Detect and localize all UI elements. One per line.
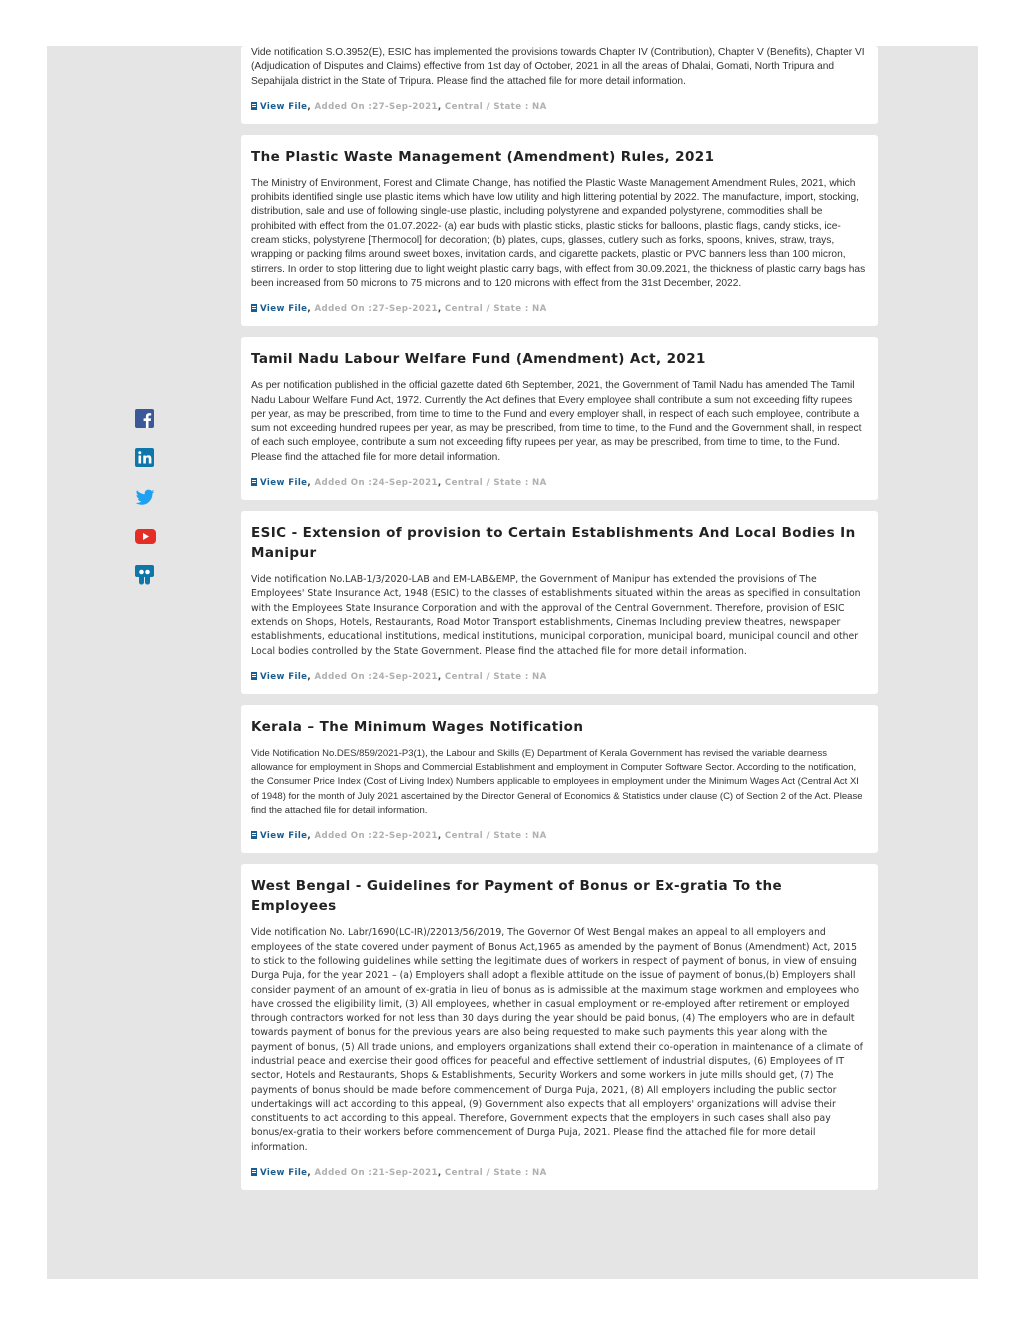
news-title[interactable]: The Plastic Waste Management (Amendment) Rules, 2021 — [251, 148, 715, 165]
pdf-icon — [251, 304, 257, 312]
news-title[interactable]: Kerala – The Minimum Wages Notification — [251, 718, 584, 735]
pdf-icon — [251, 831, 257, 839]
scope: Central / State : NA — [444, 304, 547, 315]
added-on: Added On :24-Sep-2021 — [314, 478, 438, 489]
view-file-link[interactable]: View File — [251, 1168, 307, 1178]
news-meta: View File, Added On :24-Sep-2021, Central / State : NA — [251, 476, 868, 490]
pdf-icon — [251, 672, 257, 680]
twitter-icon[interactable] — [134, 486, 156, 508]
added-on: Added On :22-Sep-2021 — [314, 831, 438, 842]
news-meta: View File, Added On :21-Sep-2021, Central / State : NA — [251, 1166, 868, 1180]
news-meta: View File, Added On :27-Sep-2021, Central / State : NA — [251, 100, 868, 114]
news-meta: View File, Added On :22-Sep-2021, Central / State : NA — [251, 829, 868, 843]
view-file-link[interactable]: View File — [251, 304, 307, 314]
news-meta: View File, Added On :24-Sep-2021, Central / State : NA — [251, 670, 868, 684]
news-card — [241, 337, 878, 500]
news-card — [241, 705, 878, 853]
scope: Central / State : NA — [444, 831, 547, 842]
pdf-icon — [251, 1168, 257, 1176]
added-on: Added On :21-Sep-2021 — [314, 1168, 438, 1179]
news-title[interactable]: ESIC - Extension of provision to Certain Establishments And Local Bodies In Manipur — [251, 525, 856, 562]
news-title[interactable]: West Bengal - Guidelines for Payment of Bonus or Ex-gratia To the Employees — [251, 878, 783, 915]
linkedin-icon[interactable] — [134, 447, 156, 469]
view-file-link[interactable]: View File — [251, 478, 307, 488]
pdf-icon — [251, 102, 257, 110]
news-body: Vide notification S.O.3952(E), ESIC has implemented the provisions towards Chapter IV (Contribution), Chapter V (Benefits), Chapter VI (Adjudication of Disputes and Claims) effective from 1st day of October, 2021 in all the areas of Dhalai, Gomati, North Tripura and Sepahijala district in the State of Tripura. Please find the attached file for more detail information. — [251, 47, 865, 87]
view-file-link[interactable]: View File — [251, 831, 307, 841]
news-feed — [241, 46, 878, 1201]
added-on: Added On :24-Sep-2021 — [314, 671, 438, 682]
pdf-icon — [251, 478, 257, 486]
news-card — [241, 135, 878, 326]
news-body: Vide Notification No.DES/859/2021-P3(1), the Labour and Skills (E) Department of Kerala Government has revised the variable dearness allowance for employment in Shops and Commercial Establishment and employment in Computer Software Sector. According to the notification, the Consumer Price Index (Cost of Living Index) Numbers applicable to employees in employment under the Minimum Wages Act (Central Act XI of 1948) for the month of July 2021 ascertained by the Director General of Economics & Statistics under clause (C) of Section 2 of the Act. Please find the attached file for detail information. — [251, 747, 863, 817]
scope: Central / State : NA — [444, 1168, 547, 1179]
view-file-link[interactable]: View File — [251, 672, 307, 682]
added-on: Added On :27-Sep-2021 — [314, 101, 438, 112]
news-card — [241, 46, 878, 124]
view-file-link[interactable]: View File — [251, 102, 307, 112]
news-body: Vide notification No. Labr/1690(LC-IR)/22013/56/2019, The Governor Of West Bengal makes an appeal to all employers and employees of the state covered under payment of Bonus Act,1965 as amended by the payment of Bonus (Amendment) Act, 2015 to stick to the following guidelines while setting the legitimate dues of workers in respect of payment of bonus, in view of ensuing Durga Puja, for the year 2021 – (a) Employers shall adopt a flexible attitude on the issue of payment of bonus,(b) Employers shall consider payment of an amount of ex-gratia in lieu of bonus as is admissible at the maximum stage workmen and employees who have crossed the eligibility limit, (3) All employees, whether in casual employment or re-employed after retirement or employed through contractors worked for not less than 30 days during the year should be paid bonus, (4) The employers who are in default towards payment of bonus for the previous years are also being requested to make such payments this year along with the payment of bonus, (5) All trade unions, and employers organizations shall extend their co-operation in maintenance of a climate of industrial peace and exercise their good offices for peaceful and effective settlement of industrial disputes, (6) Employees of IT sector, Hotels and Restaurants, Shops & Establishments, Security Workers and some workers in jute mills should get, (7) The payments of bonus should be made before commencement of Durga Puja, 2021, (8) All employers including the public sector undertakings will act according to this appeal, (9) Government also expects that all employers' organizations will advise their constituents to act according to this appeal. Therefore, Government expects that the employers in such cases shall also pay bonus/ex-gratia to their workers before commencement of Durga Puja, 2021. Please find the attached file for more detail information. — [251, 927, 863, 1153]
news-card — [241, 864, 878, 1190]
youtube-icon[interactable] — [134, 525, 156, 547]
news-body: Vide notification No.LAB-1/3/2020-LAB and EM-LAB&EMP, the Government of Manipur has extended the provisions of The Employees' State Insurance Act, 1948 (ESIC) to the classes of establishments situated within the areas as specified in consultation with the Employees State Insurance Corporation and with the approval of the Central Government. Therefore, provision of ESIC extends on Shops, Hotels, Restaurants, Road Motor Transport establishments, Cinemas Including preview theatres, newspaper establishments, educational institutions, medical institutions, municipal corporation, municipal board, municipal council and other Local bodies controlled by the State Government. Please find the attached file for more detail information. — [251, 574, 861, 657]
scope: Central / State : NA — [444, 671, 547, 682]
news-title[interactable]: Tamil Nadu Labour Welfare Fund (Amendment) Act, 2021 — [251, 351, 706, 368]
scope: Central / State : NA — [444, 101, 547, 112]
facebook-icon[interactable] — [134, 408, 156, 430]
news-card — [241, 511, 878, 694]
page-frame — [47, 46, 978, 1279]
scope: Central / State : NA — [444, 478, 547, 489]
news-meta: View File, Added On :27-Sep-2021, Central / State : NA — [251, 302, 868, 316]
news-body: The Ministry of Environment, Forest and Climate Change, has notified the Plastic Waste Management Amendment Rules, 2021, which prohibits identified single use plastic items which have low utility and high littering potential by 2022. The manufacture, import, stocking, distribution, sale and use of following single-use plastic, including polystyrene and expanded polystyrene, commodities shall be prohibited with effect from the 01.07.2022- (a) ear buds with plastic sticks, plastic sticks for balloons, plastic flags, candy sticks, ice-cream sticks, polystyrene [Thermocol] for decoration; (b) plates, cups, glasses, cutlery such as forks, spoons, knives, straw, trays, wrapping or packing films around sweet boxes, invitation cards, and cigarette packets, plastic or PVC banners less than 100 micron, stirrers. In order to stop littering due to light weight plastic carry bags, with effect from 30.09.2021, the thickness of plastic carry bags has been increased from 50 microns to 75 microns and to 120 microns with effect from the 31st December, 2022. — [251, 177, 866, 289]
added-on: Added On :27-Sep-2021 — [314, 304, 438, 315]
news-body: As per notification published in the official gazette dated 6th September, 2021, the Government of Tamil Nadu has amended The Tamil Nadu Labour Welfare Fund Act, 1972. Currently the Act defines that Every employee shall contribute a sum not exceeding fifty rupees per year, as may be prescribed, from time to time to the Fund and every employer shall, in respect of each such employee, contribute a sum not exceeding hundred rupees per year, as may be prescribed, from time to time, to the Fund and the Government shall, in respect of each such employee, contribute a sum not exceeding fifty rupees per year, as may be prescribed, from time to time, to the Fund. Please find the attached file for more detail information. — [251, 380, 862, 463]
social-bar — [134, 408, 158, 603]
slideshare-icon[interactable] — [134, 564, 156, 586]
